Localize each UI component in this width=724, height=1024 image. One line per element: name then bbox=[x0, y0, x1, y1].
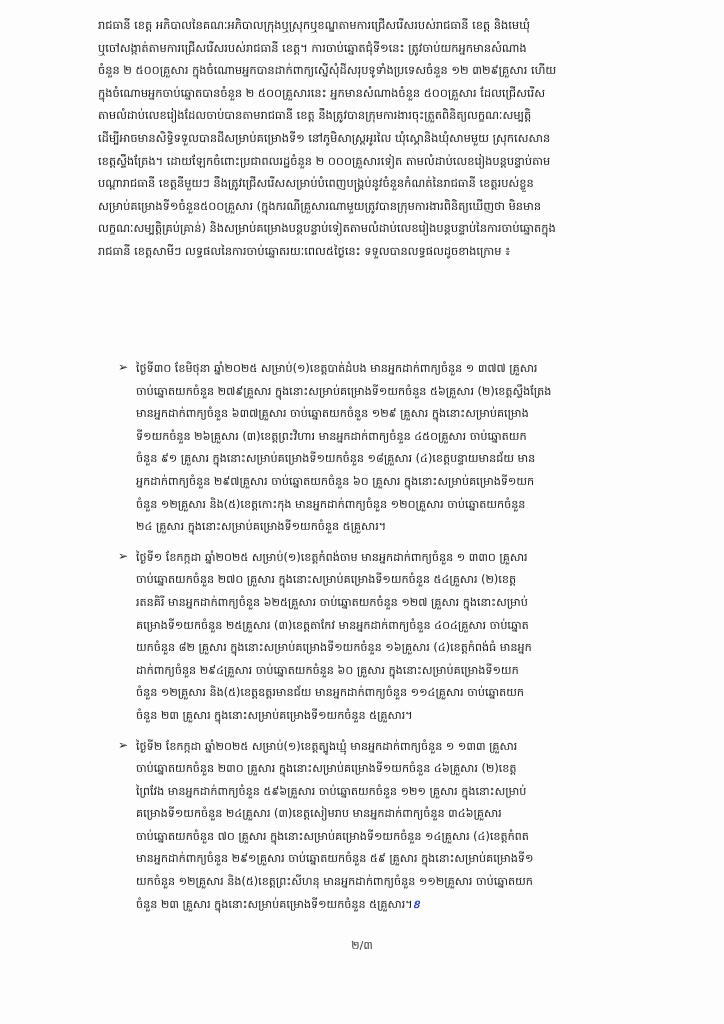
text-line: ទី១យកចំនួន ២៦គ្រួសារ (៣)ខេត្តព្រះវិហារ មានអ្នកដាក់ពាក្យចំនួន ៤៥០គ្រួសារ ចាប់ឆ្នោតយក bbox=[136, 429, 527, 443]
text-line: លក្ខណៈសម្បត្តិគ្រប់គ្រាន់) និងសម្រាប់គម្រោងបន្តបន្ទាប់ទៀតតាមលំដាប់លេខរៀងបន្តបន្ទាប់នៃការចាប់ឆ្នោតក្នុង bbox=[98, 221, 556, 236]
text-line: ចំនួន ៩១ គ្រួសារ ក្នុងនោះសម្រាប់គម្រោងទី១យកចំនួន ១៨គ្រួសារ (៤)ខេត្តបន្ទាយមានជ័យ មាន bbox=[136, 452, 536, 466]
arrow-bullet-icon: ➢ bbox=[118, 737, 129, 752]
text-line: យកចំនួន ១២គ្រួសារ និង(៥)ខេត្តព្រះសីហនុ មានអ្នកដាក់ពាក្យចំនួន ១១២គ្រួសារ ចាប់ឆ្នោតយក bbox=[136, 875, 533, 889]
text-line: ចាប់ឆ្នោតយកចំនួន ២៧០ គ្រួសារ ក្នុងនោះសម្រាប់គម្រោងទី១យកចំនួន ៥៤គ្រួសារ (២)ខេត្ត bbox=[136, 573, 517, 587]
text-line: ថ្ងៃទី២ ខែកក្កដា ឆ្នាំ២០២៥ សម្រាប់(១)ខេត្តត្បូងឃ្មុំ មានអ្នកដាក់ពាក្យចំនួន ១ ១៣៣ គ្រួសារ bbox=[136, 739, 518, 753]
text-line-content: ចំនួន ២៣ គ្រួសារ ក្នុងនោះសម្រាប់គម្រោងទី១យកចំនួន ៥គ្រួសារ។ bbox=[136, 897, 413, 911]
text-line: ចំនួន ២៣ គ្រួសារ ក្នុងនោះសម្រាប់គម្រោងទី១យកចំនួន ៥គ្រួសារ។ bbox=[136, 708, 413, 722]
results-list bbox=[118, 358, 682, 924]
text-line: ឬចៅសង្កាត់តាមការជ្រើសរើសរបស់រាជធានី ខេត្ត។ ការចាប់ឆ្នោតជុំទី១នេះ ត្រូវចាប់យកអ្នកមានសំណាង bbox=[98, 40, 527, 55]
text-line: ថ្ងៃទី១ ខែកក្កដា ឆ្នាំ២០២៥ សម្រាប់(១)ខេត្តកំពង់ចាម មានអ្នកដាក់ពាក្យចំនួន ១ ៣៣០ គ្រួសារ bbox=[136, 550, 528, 564]
text-line: រាជធានី ខេត្ត អភិបាលនៃគណៈអភិបាលក្រុងឬស្រុកឬខណ្ឌតាមការជ្រើសរើសរបស់រាជធានី ខេត្ត និងមេឃុំ bbox=[98, 18, 530, 32]
arrow-bullet-icon: ➢ bbox=[118, 548, 129, 563]
text-line: ចំនួន ១២គ្រួសារ និង(៥)ខេត្តឧត្តរមានជ័យ មានអ្នកដាក់ពាក្យចំនួន ១១៤គ្រួសារ ចាប់ឆ្នោតយក bbox=[136, 686, 525, 700]
intro-paragraph bbox=[98, 14, 678, 263]
text-line: ក្នុងចំណោមអ្នកចាប់ឆ្នោតបានចំនួន ២ ៥០០គ្រួសារនេះ អ្នកមានសំណាងចំនួន ៥០០គ្រួសារ ដែលជ្រើសរើស bbox=[98, 85, 546, 100]
initials-mark: ខ bbox=[412, 897, 420, 911]
text-line: ដើម្បីអាចមានសិទ្ធិទទួលបានដីសម្រាប់គម្រោងទី១ នៅភូមិសាស្ត្រអូរលៃ ឃុំស្គោនិងឃុំសាមមួយ ស្រុកសេសាន bbox=[98, 130, 551, 145]
text-line: រាជធានី ខេត្តសាមីៗ លទ្ធផលនៃការចាប់ឆ្នោតរយៈពេល៥ថ្ងៃនេះ ទទួលបានលទ្ធផលដូចខាងក្រោម ៖ bbox=[98, 243, 511, 258]
text-line: ចំនួន ២ ៥០០គ្រួសារ ក្នុងចំណោមអ្នកបានដាក់ពាក្យស្នើសុំដីសរុបទូទាំងប្រទេសចំនួន ១២ ៣២៩គ្រួសារ ហើយ bbox=[98, 63, 557, 78]
text-line: ចាប់ឆ្នោតយកចំនួន ២៧៩គ្រួសារ ក្នុងនោះសម្រាប់គម្រោងទី១យកចំនួន ៥៦គ្រួសារ (២)ខេត្តស្ទឹងត្រែង bbox=[136, 384, 552, 398]
text-line: ចាប់ឆ្នោតយកចំនួន ២៣០ គ្រួសារ ក្នុងនោះសម្រាប់គម្រោងទី១យកចំនួន ៤៦គ្រួសារ (២)ខេត្ត bbox=[136, 762, 517, 776]
text-line: ថ្ងៃទី៣០ ខែមិថុនា ឆ្នាំ២០២៥ សម្រាប់(១)ខេត្តបាត់ដំបង មានអ្នកដាក់ពាក្យចំនួន ១ ៣៧៧ គ្រួសារ bbox=[136, 362, 538, 375]
text-line: រតនគិរី មានអ្នកដាក់ពាក្យចំនួន ៦២៥គ្រួសារ ចាប់ឆ្នោតយកចំនួន ១២៧ គ្រួសារ ក្នុងនោះសម្រាប់ bbox=[136, 595, 528, 609]
result-section-day-3 bbox=[118, 736, 682, 917]
result-section-day-1 bbox=[118, 358, 682, 539]
text-line: គម្រោងទី១យកចំនួន ២៥គ្រួសារ (៣)ខេត្តតាកែវ មានអ្នកដាក់ពាក្យចំនួន ៤០៤គ្រួសារ ចាប់ឆ្នោត bbox=[136, 618, 529, 632]
page-number: ២/៣ bbox=[351, 939, 373, 952]
text-line: បណ្តារាជធានី ខេត្តនីមួយៗ នឹងត្រូវជ្រើសរើសសម្រាប់បំពេញបង្គ្រប់នូវចំនួនកំណត់នៃរាជធានី ខេត្តរបស់ខ្លួន bbox=[98, 176, 534, 191]
result-section-day-2 bbox=[118, 547, 682, 728]
text-line: ២៤ គ្រួសារ ក្នុងនោះសម្រាប់គម្រោងទី១យកចំនួន ៥គ្រួសារ។ bbox=[136, 520, 387, 534]
text-line: មានអ្នកដាក់ពាក្យចំនួន ២៩១គ្រួសារ ចាប់ឆ្នោតយកចំនួន ៥៩ គ្រួសារ ក្នុងនោះសម្រាប់គម្រោងទី១ bbox=[136, 852, 534, 866]
text-line: ចំនួន ១២គ្រួសារ និង(៥)ខេត្តកោះកុង មានអ្នកដាក់ពាក្យចំនួន ១២០គ្រួសារ ចាប់ឆ្នោតយកចំនួន bbox=[136, 497, 526, 511]
text-line: ដាក់ពាក្យចំនួន ២៩៤គ្រួសារ ចាប់ឆ្នោតយកចំនួន ៦០ គ្រួសារ ក្នុងនោះសម្រាប់គម្រោងទី១យក bbox=[136, 663, 519, 677]
text-line: អ្នកដាក់ពាក្យចំនួន ២៩៧គ្រួសារ ចាប់ឆ្នោតយកចំនួន ៦០ គ្រួសារ ក្នុងនោះសម្រាប់គម្រោងទី១យក bbox=[136, 474, 535, 488]
arrow-bullet-icon: ➢ bbox=[118, 360, 129, 374]
text-line: ចាប់ឆ្នោតយកចំនួន ៧០ គ្រួសារ ក្នុងនោះសម្រាប់គម្រោងទី១យកចំនួន ១៤គ្រួសារ (៤)ខេត្តកំពត bbox=[136, 829, 529, 843]
text-line: តាមលំដាប់លេខរៀងដែលចាប់បានតាមរាជធានី ខេត្ត នឹងត្រូវបានក្រុមការងារចុះត្រួតពិនិត្យលក្ខណៈសម្បត្តិ bbox=[98, 108, 532, 123]
text-line: យកចំនួន ៨២ គ្រួសារ ក្នុងនោះសម្រាប់គម្រោងទី១យកចំនួន ១៦គ្រួសារ (៤)ខេត្តកំពង់ធំ មានអ្នក bbox=[136, 641, 532, 655]
text-line: សម្រាប់គម្រោងទី១ចំនួន៥០០គ្រួសារ (ក្នុងករណីគ្រួសារណាមួយត្រូវបានក្រុមការងារពិនិត្យឃើញថា មិនមាន bbox=[98, 198, 542, 213]
text-line: ព្រៃវែង មានអ្នកដាក់ពាក្យចំនួន ៥៩៦គ្រួសារ ចាប់ឆ្នោតយកចំនួន ១២១ គ្រួសារ ក្នុងនោះសម្រាប់ bbox=[136, 784, 527, 798]
text-line: គម្រោងទី១យកចំនួន ២៤គ្រួសារ (៣)ខេត្តសៀមរាប មានអ្នកដាក់ពាក្យចំនួន ៣៤៦គ្រួសារ bbox=[136, 807, 502, 821]
text-line: ខេត្តស្ទឹងត្រែង។ ដោយឡែកចំពោះប្រជាពលរដ្ឋចំនួន ២ ០០០គ្រួសារទៀត តាមលំដាប់លេខរៀងបន្តបន្ទាប់តាម bbox=[98, 153, 551, 168]
text-line: មានអ្នកដាក់ពាក្យចំនួន ៦៣៧គ្រួសារ ចាប់ឆ្នោតយកចំនួន ១២៩ គ្រួសារ ក្នុងនោះសម្រាប់គម្រោង bbox=[136, 407, 529, 421]
text-line bbox=[136, 894, 682, 917]
